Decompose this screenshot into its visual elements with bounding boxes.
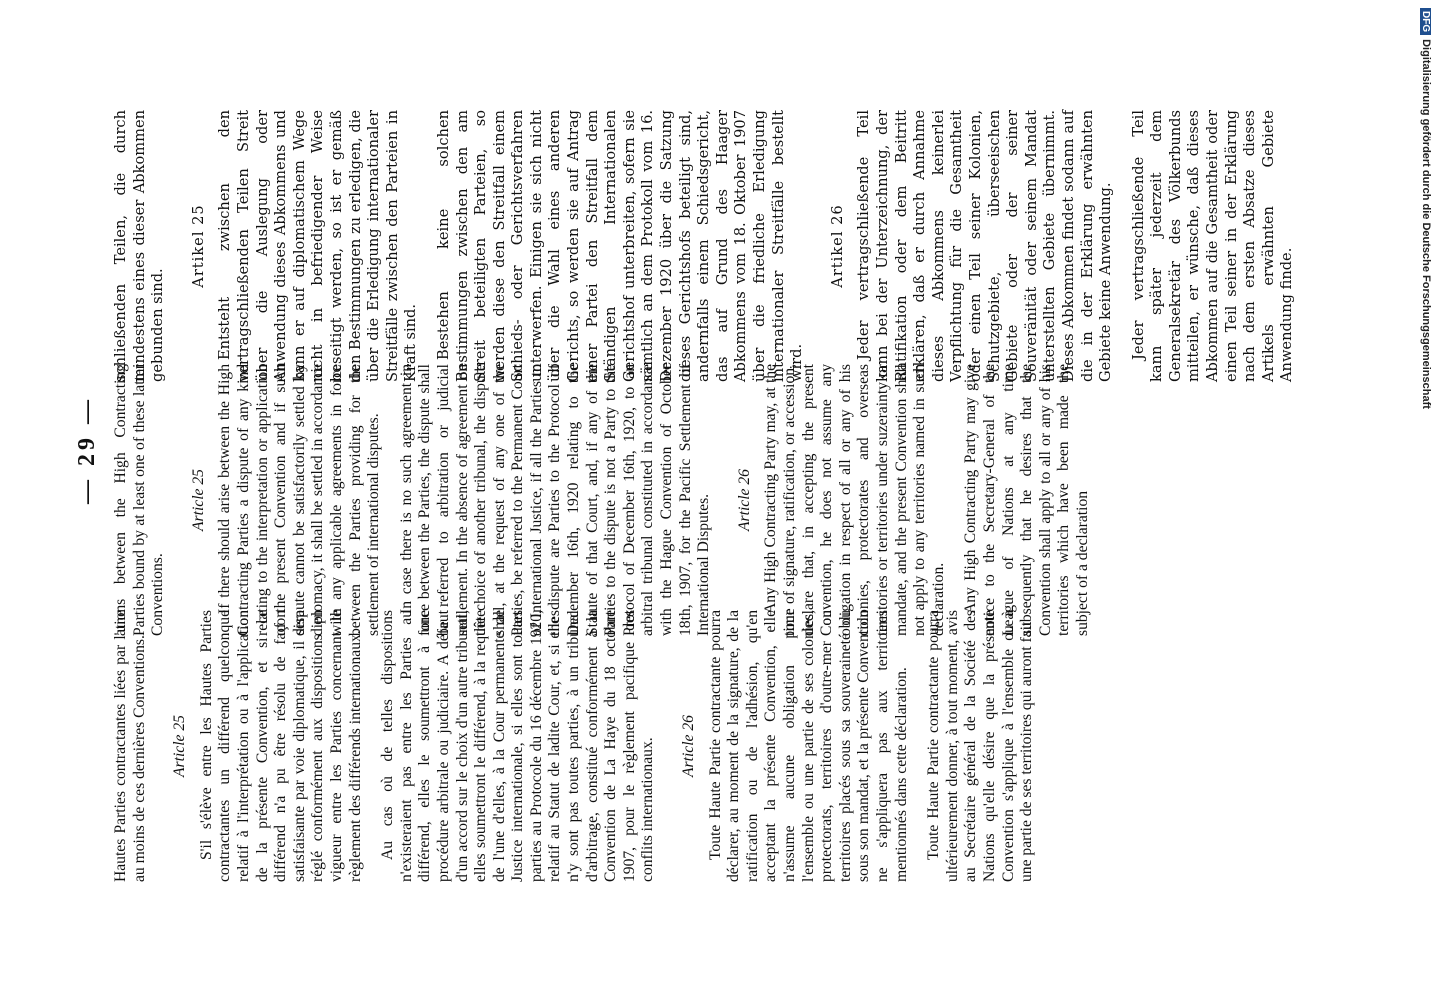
german-article-26-paragraph-1: Jeder vertragschließende Teil kann bei der Unterzeichnung, der Ratifikation oder dem Beitritt erklären, daß er durch Annahme dieses Abkommens keinerlei Verpflichtung für die Gesamtheit oder einen Teil seiner Kolonien, Schutzgebiete, überseeischen Gebiete oder der seiner Souveränität oder seinem Mandat unterstellten Gebiete übernimmt. Dieses Abkommen findet sodann auf die in der Erklärung erwähnten Gebiete keine Anwendung.	[855, 110, 1115, 382]
spacer	[714, 364, 728, 636]
english-article-25-heading: Article 25	[189, 469, 207, 531]
spacer	[911, 610, 925, 882]
french-article-25-paragraph-1: S'il s'élève entre les Hautes Parties contractantes un différend quelconque relatif à l'interprétation ou à l'application de la présente Convention, et si ce différend n'a pu être résolu de façon satisfaisante par voie diplomatique, il sera réglé conformément aux dispositions en vigueur entre les Parties concernant le règlement des différends internationaux.	[197, 610, 364, 882]
digitization-credit-text: Digitalisierung gefördert durch die Deutsche Forschungsgemeinschaft	[1420, 39, 1432, 409]
spacer	[365, 610, 379, 882]
spacer	[807, 110, 821, 382]
german-article-25-paragraph-1: Entsteht zwischen den vertragschließenden Teilen Streit über die Auslegung oder Anwendung dieses Abkommens und kann er auf diplomatischem Wege nicht in befriedigender Weise beseitigt werden, so ist er gemäß den Bestimmungen zu erledigen, die über die Erledigung internationaler Streitfälle zwischen den Parteien in Kraft sind.	[216, 110, 420, 382]
spacer	[168, 364, 182, 636]
spacer	[149, 610, 163, 882]
english-article-26-heading: Article 26	[735, 469, 753, 531]
french-article-25-paragraph-2: Au cas où de telles dispositions n'existeraient pas entre les Parties au différend, elles le soumettront à une procédure arbitrale ou judiciaire. A défaut d'un accord sur le choix d'un autre tribunal, elles soumettront le différend, à la requête de l'une d'elles, à la Cour permanente de Justice internationale, si elles sont toutes parties au Protocole du 16 décembre 1920, relatif au Statut de ladite Cour, et, si elles n'y sont pas toutes parties, à un tribunal d'arbitrage, constitué conformément à la Convention de La Haye du 18 octobre 1907, pour le règlement pacifique des conflits internationaux.	[379, 610, 657, 882]
french-column	[112, 610, 1272, 882]
german-article-26-paragraph-2: Jeder vertragschließende Teil kann später jederzeit dem Generalsekretär des Völkerbunds mitteilen, er wünsche, daß dieses Abkommen auf die Gesamtheit oder einen Teil seiner in der Erklärung nach dem ersten Absatze dieses Artikels erwähnten Gebiete Anwendung finde.	[1129, 110, 1296, 382]
german-article-25-paragraph-2: Bestehen keine solchen Bestimmungen zwischen den am Streit beteiligten Parteien, so werden diese den Streitfall einem Schieds- oder Gerichtsverfahren unterwerfen. Einigen sie sich nicht über die Wahl eines anderen Gerichts, so werden sie auf Antrag einer Partei den Streitfall dem Ständigen Internationalen Gerichtshof unterbreiten, sofern sie sämtlich an dem Protokoll vom 16. Dezember 1920 über die Satzung dieses Gerichtshofs beteiligt sind, andernfalls einem Schiedsgericht, das auf Grund des Haager Abkommens vom 18. Oktober 1907 über die friedliche Erledigung internationaler Streitfälle bestellt wird.	[434, 110, 806, 382]
english-article-25-paragraph-2: In case there is no such agreement in force between the Parties, the dispute shall be referred to arbitration or judicial settlement. In the absence of agreement on the choice of another tribunal, the dispute shall, at the request of any one of the Parties, be referred to the Permanent Court of International Justice, if all the Parties to the dispute are Parties to the Protocol of December 16th, 1920 relating to the Statute of that Court, and, if any of the Parties to the dispute is not a Party to the Protocol of December 16th, 1920, to an arbitral tribunal constituted in accordance with the Hague Convention of October 18th, 1907, for the Pacific Settlement of International Disputes.	[397, 364, 713, 636]
english-article-26-paragraph-1: Any High Contracting Party may, at the time of signature, ratification, or accession, declare that, in accepting the present Convention, he does not assume any obligation in respect of all or any of his colonies, protectorates and overseas territories or territories under suzerainty or mandate, and the present Convention shall not apply to any territories named in such declaration.	[762, 364, 947, 636]
german-column	[112, 110, 1296, 382]
french-article-26-paragraph-2: Toute Haute Partie contractante pourra ultérieurement donner, à tout moment, avis au Secrétaire général de la Société des Nations qu'elle désire que la présente Convention s'applique à l'ensemble ou à une partie de ses territoires qui auront fait	[925, 610, 1036, 882]
spacer	[421, 110, 435, 382]
spacer	[168, 110, 182, 382]
spacer	[948, 364, 962, 636]
german-intro: schließenden Teilen, die durch mindestens eines dieser Abkommen gebunden sind.	[112, 110, 167, 382]
german-article-25-heading: Artikel 25	[189, 204, 207, 288]
french-article-26-heading: Article 26	[680, 715, 698, 777]
french-intro: Hautes Parties contractantes liées par l'une au moins de ces dernières Conventions.	[112, 610, 148, 882]
english-article-25-paragraph-1: If there should arise between the High Contracting Parties a dispute of any kind relating to the interpretation or application of the present Convention and if such dispute cannot be satisfactorily settled by diplomacy, it shall be settled in accordance with any applicable agreements in force between the Parties providing for the settlement of international disputes.	[216, 364, 383, 636]
german-article-26-heading: Artikel 26	[828, 204, 846, 288]
spacer	[658, 610, 672, 882]
spacer	[384, 364, 398, 636]
english-article-26-paragraph-2: Any High Contracting Party may give notice to the Secretary-General of the League of Nations at any time subsequently that he desires that the Convention shall apply to all or any of his territories which have been made the subject of a declaration	[962, 364, 1091, 636]
spacer	[1116, 110, 1130, 382]
digitization-credit-text-wrapper	[1420, 8, 1432, 708]
english-column	[112, 364, 1272, 636]
page-number: — 29 —	[74, 396, 100, 504]
digitization-credit	[1414, 8, 1432, 708]
french-article-26-paragraph-1: Toute Haute Partie contractante pourra déclarer, au moment de la signature, de la ratification ou de l'adhésion, qu'en acceptant la présente Convention, elle n'assume aucune obligation pour l'ensemble ou une partie de ses colonies, protectorats, territoires d'outre-mer ou territoires placés sous sa souveraineté ou sous son mandat, et la présente Convention ne s'appliquera pas aux territoires mentionnés dans cette déclaration.	[706, 610, 910, 882]
french-article-25-heading: Article 25	[171, 715, 189, 777]
dfg-logo: DFG	[1420, 8, 1431, 35]
english-intro: ations between the High Contracting Parties bound by at least one of these latter Conventions.	[112, 364, 167, 636]
